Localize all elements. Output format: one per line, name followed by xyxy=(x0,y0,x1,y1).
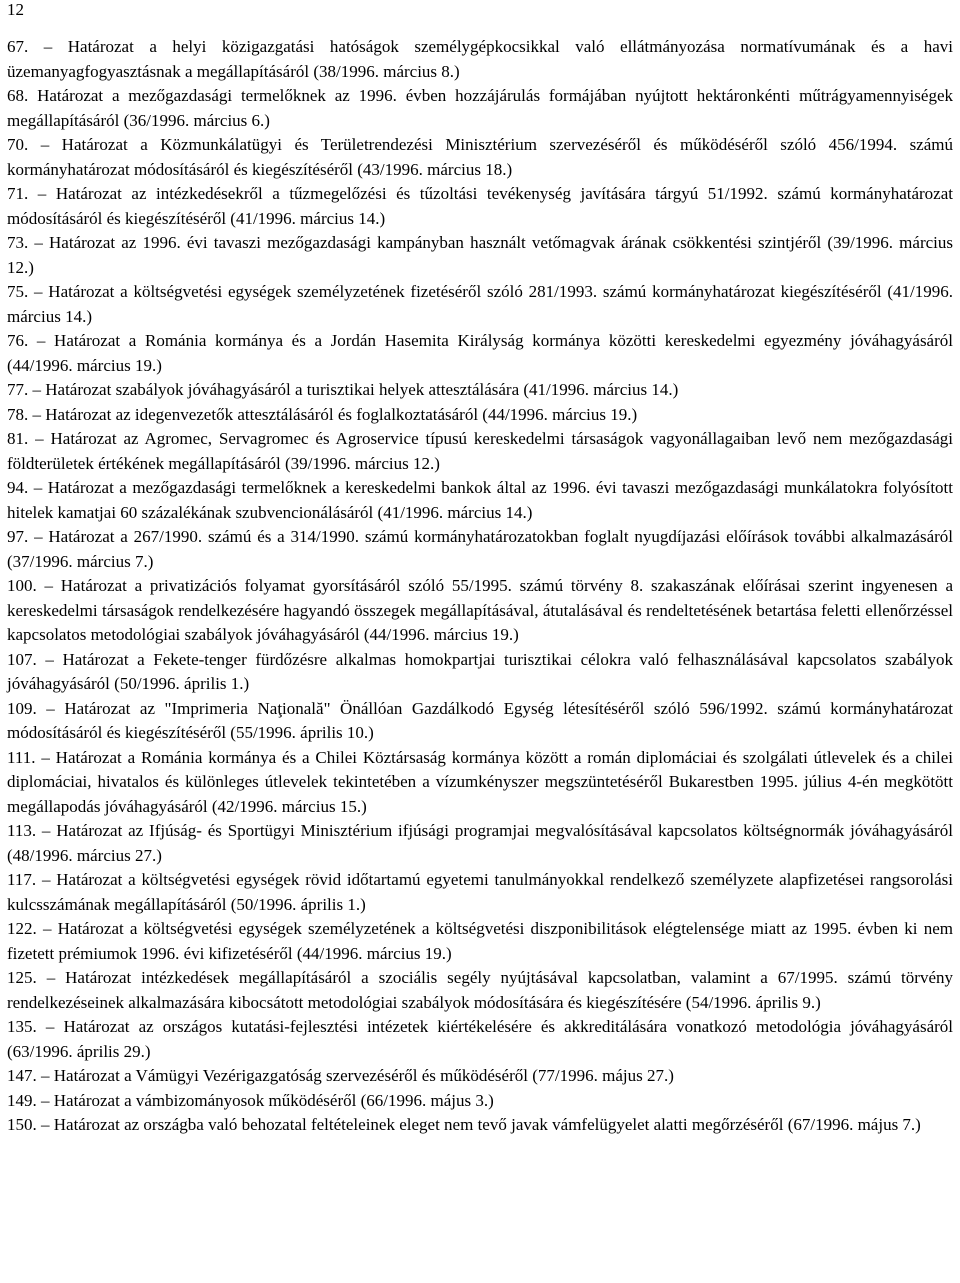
list-item: 122. – Határozat a költségvetési egységek személyzetének a költségvetési diszponibilitások elégtelensége miatt az 1995. évben ki nem fizetett prémiumok 1996. évi kifizetéséről (44/1996. március 19.) xyxy=(7,919,953,963)
list-item: 75. – Határozat a költségvetési egységek személyzetének fizetéséről szóló 281/1993. számú kormányhatározat kiegészítéséről (41/1996. március 14.) xyxy=(7,282,953,326)
list-item: 81. – Határozat az Agromec, Servagromec és Agroservice típusú kereskedelmi társaságok vagyonállagaiban levő nem mezőgazdasági földterületek értékének megállapításáról (39/1996. március 12.) xyxy=(7,429,953,473)
entry-list xyxy=(7,35,953,1138)
list-item: 125. – Határozat intézkedések megállapításáról a szociális segély nyújtásával kapcsolatban, valamint a 67/1995. számú törvény rendelkezéseinek alkalmazására kibocsátott metodológiai szabályok módosítására és kiegészítésére (54/1996. április 9.) xyxy=(7,968,953,1012)
list-item: 100. – Határozat a privatizációs folyamat gyorsításáról szóló 55/1995. számú törvény 8. szakaszának előírásai szerint ingyenesen a kereskedelmi társaságok rendelkezésére hagyandó összegek megállapításával, átutalásával és rendeltetésének betartása feletti ellenőrzéssel kapcsolatos metodológiai szabályok jóváhagyásáról (44/1996. március 19.) xyxy=(7,576,953,644)
list-item: 97. – Határozat a 267/1990. számú és a 314/1990. számú kormányhatározatokban foglalt nyugdíjazási előírások további alkalmazásáról (37/1996. március 7.) xyxy=(7,527,953,571)
list-item: 111. – Határozat a Románia kormánya és a Chilei Köztársaság kormánya között a román diplomáciai és szolgálati útlevelek és a chilei diplomáciai, hivatalos és különleges útlevelek tekintetében a vízumkényszer megszüntetéséről Bukarestben 1995. július 4-én megkötött megállapodás jóváhagyásáról (42/1996. március 15.) xyxy=(7,747,953,816)
list-item: 113. – Határozat az Ifjúság- és Sportügyi Minisztérium ifjúsági programjai megvalósításával kapcsolatos költségnormák jóváhagyásáról (48/1996. március 27.) xyxy=(7,821,953,865)
list-item: 109. – Határozat az "Imprimeria Naţională" Önállóan Gazdálkodó Egység létesítéséről szóló 596/1992. számú kormányhatározat módosításáról és kiegészítéséről (55/1996. április 10.) xyxy=(7,698,953,742)
list-item: 117. – Határozat a költségvetési egységek rövid időtartamú egyetemi tanulmányokkal rendelkező személyzete alapfizetései rangsorolási kulcsszámának megállapításáról (50/1996. április 1.) xyxy=(7,870,953,914)
list-item: 73. – Határozat az 1996. évi tavaszi mezőgazdasági kampányban használt vetőmagvak árának csökkentési szintjéről (39/1996. március 12.) xyxy=(7,233,953,277)
list-item: 76. – Határozat a Románia kormánya és a Jordán Hasemita Királyság kormánya közötti kereskedelmi egyezmény jóváhagyásáról (44/1996. március 19.) xyxy=(7,331,953,375)
list-item: 149. – Határozat a vámbizományosok működéséről (66/1996. május 3.) xyxy=(7,1090,494,1110)
list-item: 77. – Határozat szabályok jóváhagyásáról a turisztikai helyek attesztálására (41/1996. március 14.) xyxy=(7,380,679,399)
list-item: 68. Határozat a mezőgazdasági termelőknek az 1996. évben hozzájárulás formájában nyújtott hektáronkénti műtrágyamennyiségek megállapításáról (36/1996. március 6.) xyxy=(7,86,953,130)
list-item: 94. – Határozat a mezőgazdasági termelőknek a kereskedelmi bankok által az 1996. évi tavaszi mezőgazdasági munkálatokra folyósított hitelek kamatjai 60 százalékának szubvencionálásáról (41/1996. március 14.) xyxy=(7,478,953,522)
list-item: 107. – Határozat a Fekete-tenger fürdőzésre alkalmas homokpartjai turisztikai célokra való felhasználásával kapcsolatos szabályok jóváhagyásáról (50/1996. április 1.) xyxy=(7,649,953,693)
list-item: 78. – Határozat az idegenvezetők attesztálásáról és foglalkoztatásáról (44/1996. március 19.) xyxy=(7,404,638,424)
list-item: 67. – Határozat a helyi közigazgatási hatóságok személygépkocsikkal való ellátmányozása normatívumának és a havi üzemanyagfogyasztásnak a megállapításáról (38/1996. március 8.) xyxy=(7,37,953,81)
page-number: 12 xyxy=(7,0,24,19)
list-item: 135. – Határozat az országos kutatási-fejlesztési intézetek kiértékelésére és akkreditálására vonatkozó metodológia jóváhagyásáról (63/1996. április 29.) xyxy=(7,1017,953,1061)
list-item: 70. – Határozat a Közmunkálatügyi és Területrendezési Minisztérium szervezéséről és működéséről szóló 456/1994. számú kormányhatározat módosításáról és kiegészítéséről (43/1996. március 18.) xyxy=(7,135,953,179)
list-item: 71. – Határozat az intézkedésekről a tűzmegelőzési és tűzoltási tevékenység javítására tárgyú 51/1992. számú kormányhatározat módosításáról és kiegészítéséről (41/1996. március 14.) xyxy=(7,184,953,228)
list-item: 150. – Határozat az országba való behozatal feltételeinek eleget nem tevő javak vámfelügyelet alatti megőrzéséről (67/1996. május 7.) xyxy=(7,1115,921,1134)
list-item: 147. – Határozat a Vámügyi Vezérigazgatóság szervezéséről és működéséről (77/1996. május 27.) xyxy=(7,1066,674,1085)
document-page xyxy=(7,0,953,1138)
